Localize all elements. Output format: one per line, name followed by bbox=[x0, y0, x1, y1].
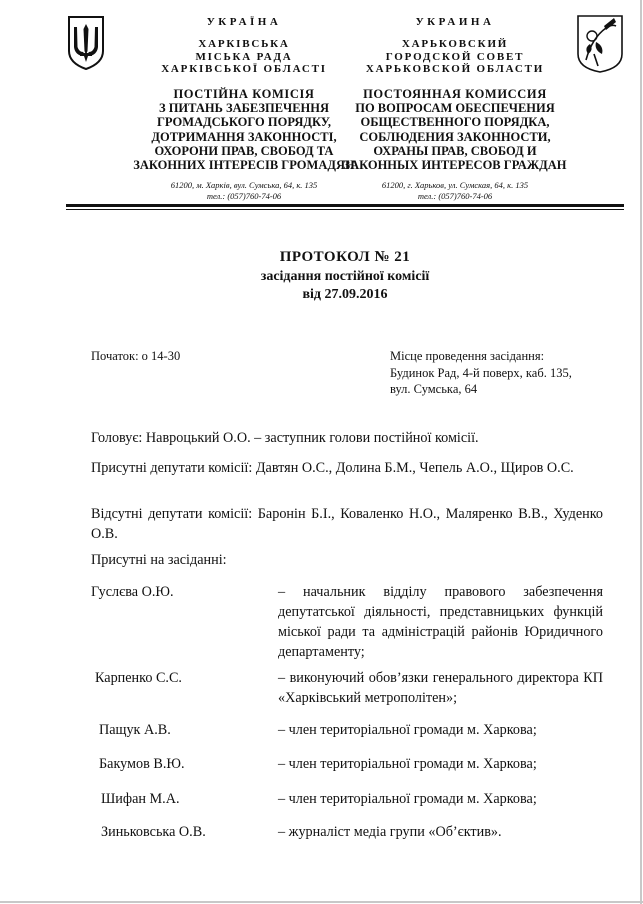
council-ua bbox=[112, 38, 376, 76]
council-line: ХАРЬКОВСКОЙ ОБЛАСТИ bbox=[365, 63, 545, 75]
header-divider-thick bbox=[66, 204, 624, 207]
address-ua bbox=[112, 180, 376, 202]
absent-deputies-paragraph: Відсутні депутати комісії: Баронін Б.І., Коваленко Н.О., Маляренко В.В., Худенко О.В. bbox=[91, 506, 603, 542]
present-deputies-paragraph: Присутні депутати комісії: Давтян О.С., Долина Б.М., Чепель А.О., Щиров О.С. bbox=[91, 460, 574, 476]
venue-line: вул. Сумська, 64 bbox=[390, 382, 478, 396]
page-edge-right bbox=[640, 0, 642, 904]
kharkiv-city-emblem-icon bbox=[576, 14, 624, 74]
commission-line: ОХОРОНИ ПРАВ, СВОБОД ТА bbox=[154, 143, 334, 158]
commission-line: ЗАКОННЫХ ИНТЕРЕСОВ ГРАЖДАН bbox=[343, 158, 567, 173]
attendee-role: – начальник відділу правового забезпечення депутатської діяльності, представницьких функцій міської ради та адміністрацій районів Юридичного департаменту; bbox=[278, 584, 603, 660]
commission-ua bbox=[112, 87, 376, 172]
venue-line: Будинок Рад, 4-й поверх, каб. 135, bbox=[390, 365, 572, 380]
commission-line: ОХРАНЫ ПРАВ, СВОБОД И bbox=[373, 143, 537, 158]
attendees-heading: Присутні на засіданні: bbox=[91, 552, 227, 568]
phone-line: тел.: (057)760-74-06 bbox=[417, 191, 493, 201]
page-edge-bottom bbox=[0, 901, 643, 903]
council-line: ГОРОДСКОЙ СОВЕТ bbox=[385, 50, 525, 63]
venue-line: Місце проведення засідання: bbox=[390, 349, 545, 363]
attendee-name: Пащук А.В. bbox=[99, 722, 171, 738]
protocol-subtitle: засідання постійної комісії bbox=[260, 269, 430, 284]
chair-paragraph: Головує: Навроцький О.О. – заступник голови постійної комісії. bbox=[91, 430, 479, 446]
attendee-role: – член територіальної громади м. Харкова; bbox=[278, 722, 537, 738]
attendee-name: Зиньковська О.В. bbox=[101, 824, 206, 840]
commission-line: ДОТРИМАННЯ ЗАКОННОСТІ, bbox=[151, 129, 337, 144]
council-line: ХАРКІВСЬКОЇ ОБЛАСТІ bbox=[161, 63, 327, 75]
header-divider-thin bbox=[66, 209, 624, 210]
council-ru bbox=[338, 38, 572, 76]
commission-line: ПОСТІЙНА КОМІСІЯ bbox=[173, 87, 315, 101]
commission-line: ОБЩЕСТВЕННОГО ПОРЯДКА, bbox=[360, 115, 550, 130]
protocol-title: ПРОТОКОЛ № 21 bbox=[279, 249, 411, 265]
phone-line: тел.: (057)760-74-06 bbox=[206, 191, 282, 201]
commission-line: ПО ВОПРОСАМ ОБЕСПЕЧЕНИЯ bbox=[355, 101, 555, 116]
attendee-role: – виконуючий обов’язки генерального директора КП «Харківський метрополітен»; bbox=[278, 670, 603, 706]
council-line: МІСЬКА РАДА bbox=[195, 50, 293, 63]
attendee-name: Карпенко С.С. bbox=[95, 670, 182, 686]
council-line: ХАРЬКОВСКИЙ bbox=[401, 38, 509, 50]
commission-line: ПОСТОЯННАЯ КОМИССИЯ bbox=[363, 87, 547, 101]
attendee-role: – член територіальної громади м. Харкова; bbox=[278, 791, 537, 807]
address-line: 61200, г. Харьков, ул. Сумская, 64, к. 135 bbox=[381, 180, 529, 190]
attendee-name: Шифан М.А. bbox=[101, 791, 180, 807]
commission-line: ГРОМАДСЬКОГО ПОРЯДКУ, bbox=[156, 115, 332, 130]
attendee-role: – член територіальної громади м. Харкова; bbox=[278, 756, 537, 772]
address-ru bbox=[338, 180, 572, 202]
meeting-start-time: Початок: о 14-30 bbox=[91, 349, 181, 363]
commission-line: З ПИТАНЬ ЗАБЕЗПЕЧЕННЯ bbox=[158, 101, 330, 116]
protocol-date: від 27.09.2016 bbox=[302, 287, 388, 302]
commission-line: ЗАКОННИХ ІНТЕРЕСІВ ГРОМАДЯН bbox=[133, 158, 355, 173]
address-line: 61200, м. Харків, вул. Сумська, 64, к. 135 bbox=[170, 180, 318, 190]
country-ua: УКРАЇНА bbox=[206, 16, 282, 28]
commission-ru bbox=[338, 87, 572, 172]
ukraine-trident-emblem-icon bbox=[66, 15, 106, 71]
attendee-name: Бакумов В.Ю. bbox=[99, 756, 185, 772]
attendee-name: Гуслєва О.Ю. bbox=[91, 584, 174, 600]
country-ru: УКРАИНА bbox=[415, 16, 495, 28]
commission-line: СОБЛЮДЕНИЯ ЗАКОННОСТИ, bbox=[359, 129, 551, 144]
meeting-venue bbox=[390, 348, 610, 398]
attendee-role: – журналіст медіа групи «Об’єктив». bbox=[278, 824, 502, 840]
council-line: ХАРКІВСЬКА bbox=[198, 38, 290, 50]
